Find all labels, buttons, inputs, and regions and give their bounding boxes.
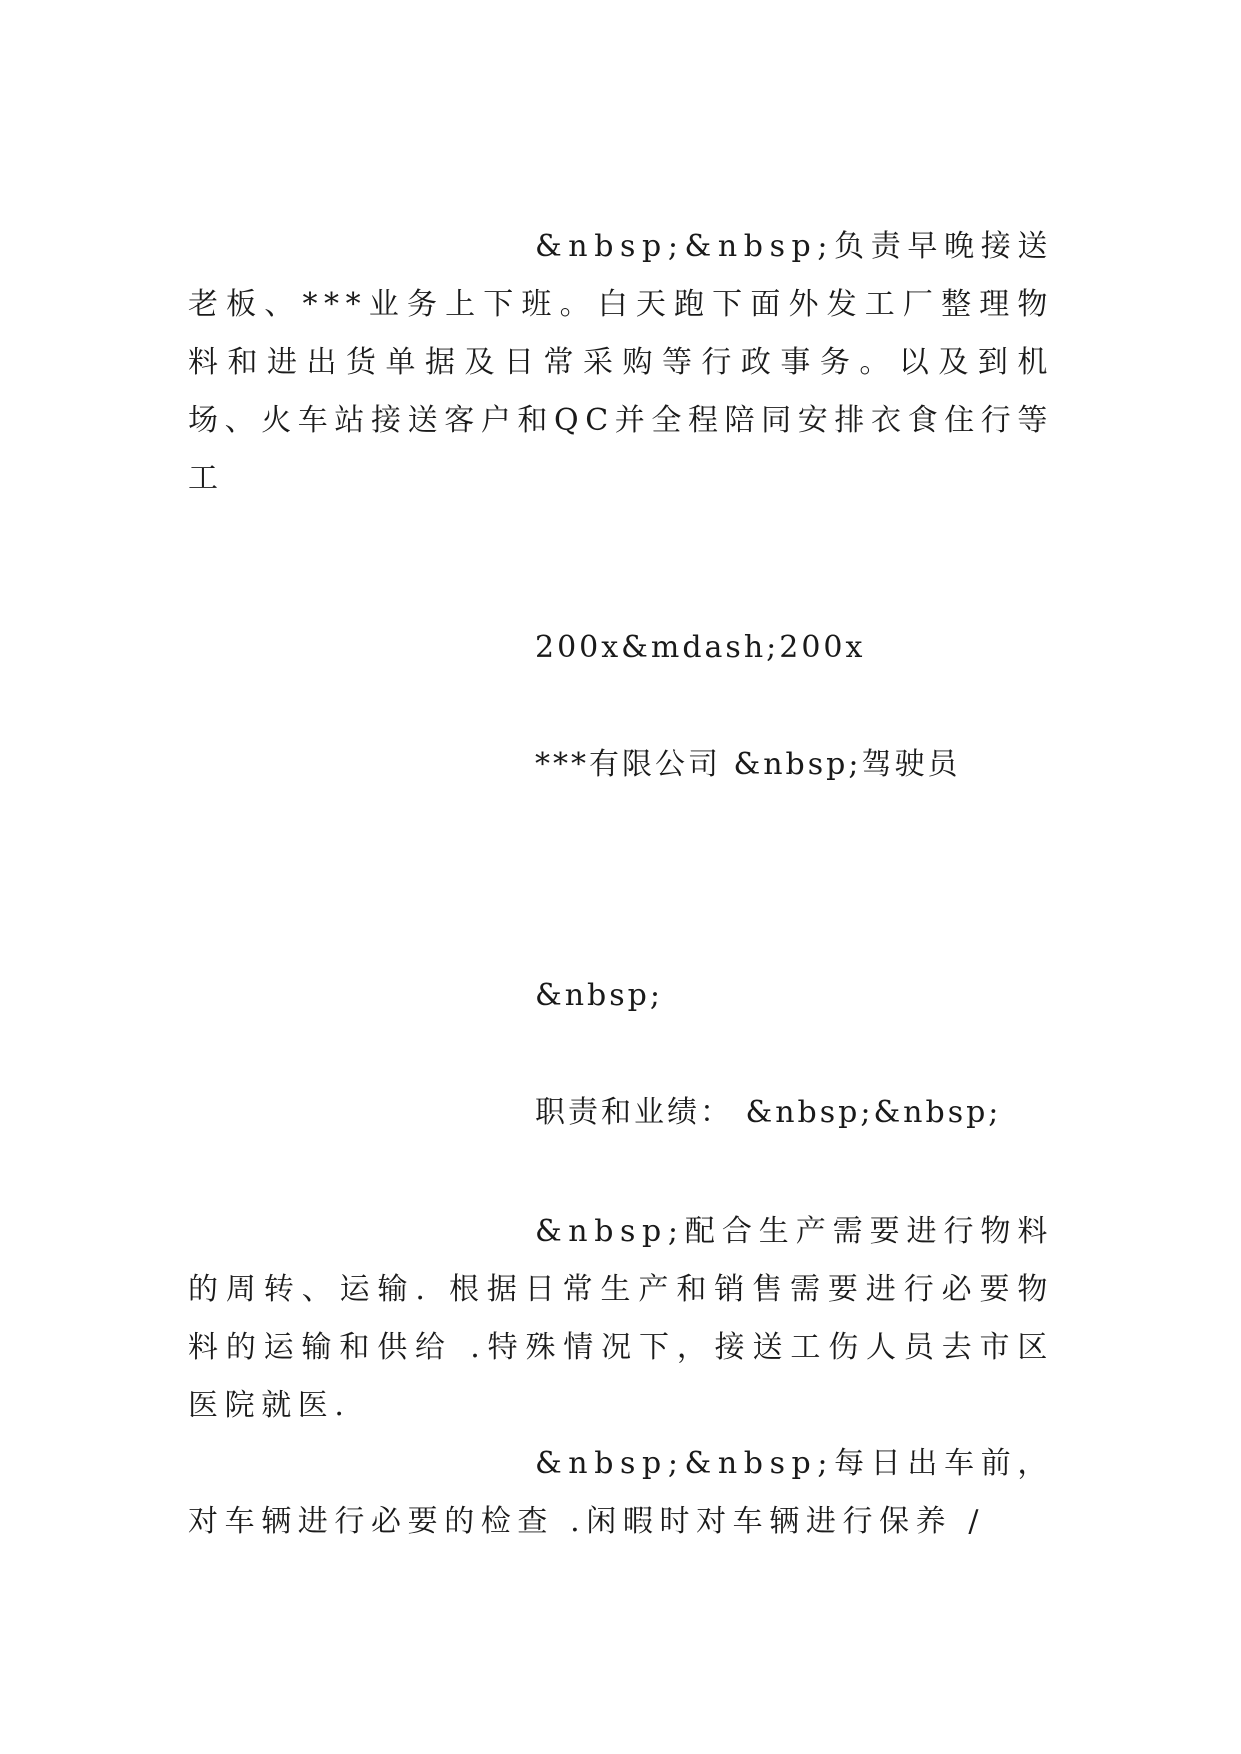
company-and-position: ***有限公司 &nbsp;驾驶员 [535, 747, 961, 782]
duties-paragraph-transport: &nbsp;配合生产需要进行物料的周转、运输. 根据日常生产和销售需要进行必要物料的运输和供给 .特殊情况下，接送工伤人员去市区医院就医. [188, 1214, 1054, 1423]
duties-heading: 职责和业绩： &nbsp;&nbsp; [535, 1095, 1002, 1130]
responsibility-paragraph: &nbsp;&nbsp;负责早晚接送老板、***业务上下班。白天跑下面外发工厂整理物料和进出货单据及日常采购等行政事务。以及到机场、火车站接送客户和QC并全程陪同安排衣食住行等工 [188, 229, 1054, 496]
employment-date-range: 200x&mdash;200x [535, 630, 866, 665]
blank-line: &nbsp; [535, 978, 663, 1013]
duties-paragraph-maintenance: &nbsp;&nbsp;每日出车前，对车辆进行必要的检查 .闲暇时对车辆进行保养 / [188, 1446, 1054, 1539]
